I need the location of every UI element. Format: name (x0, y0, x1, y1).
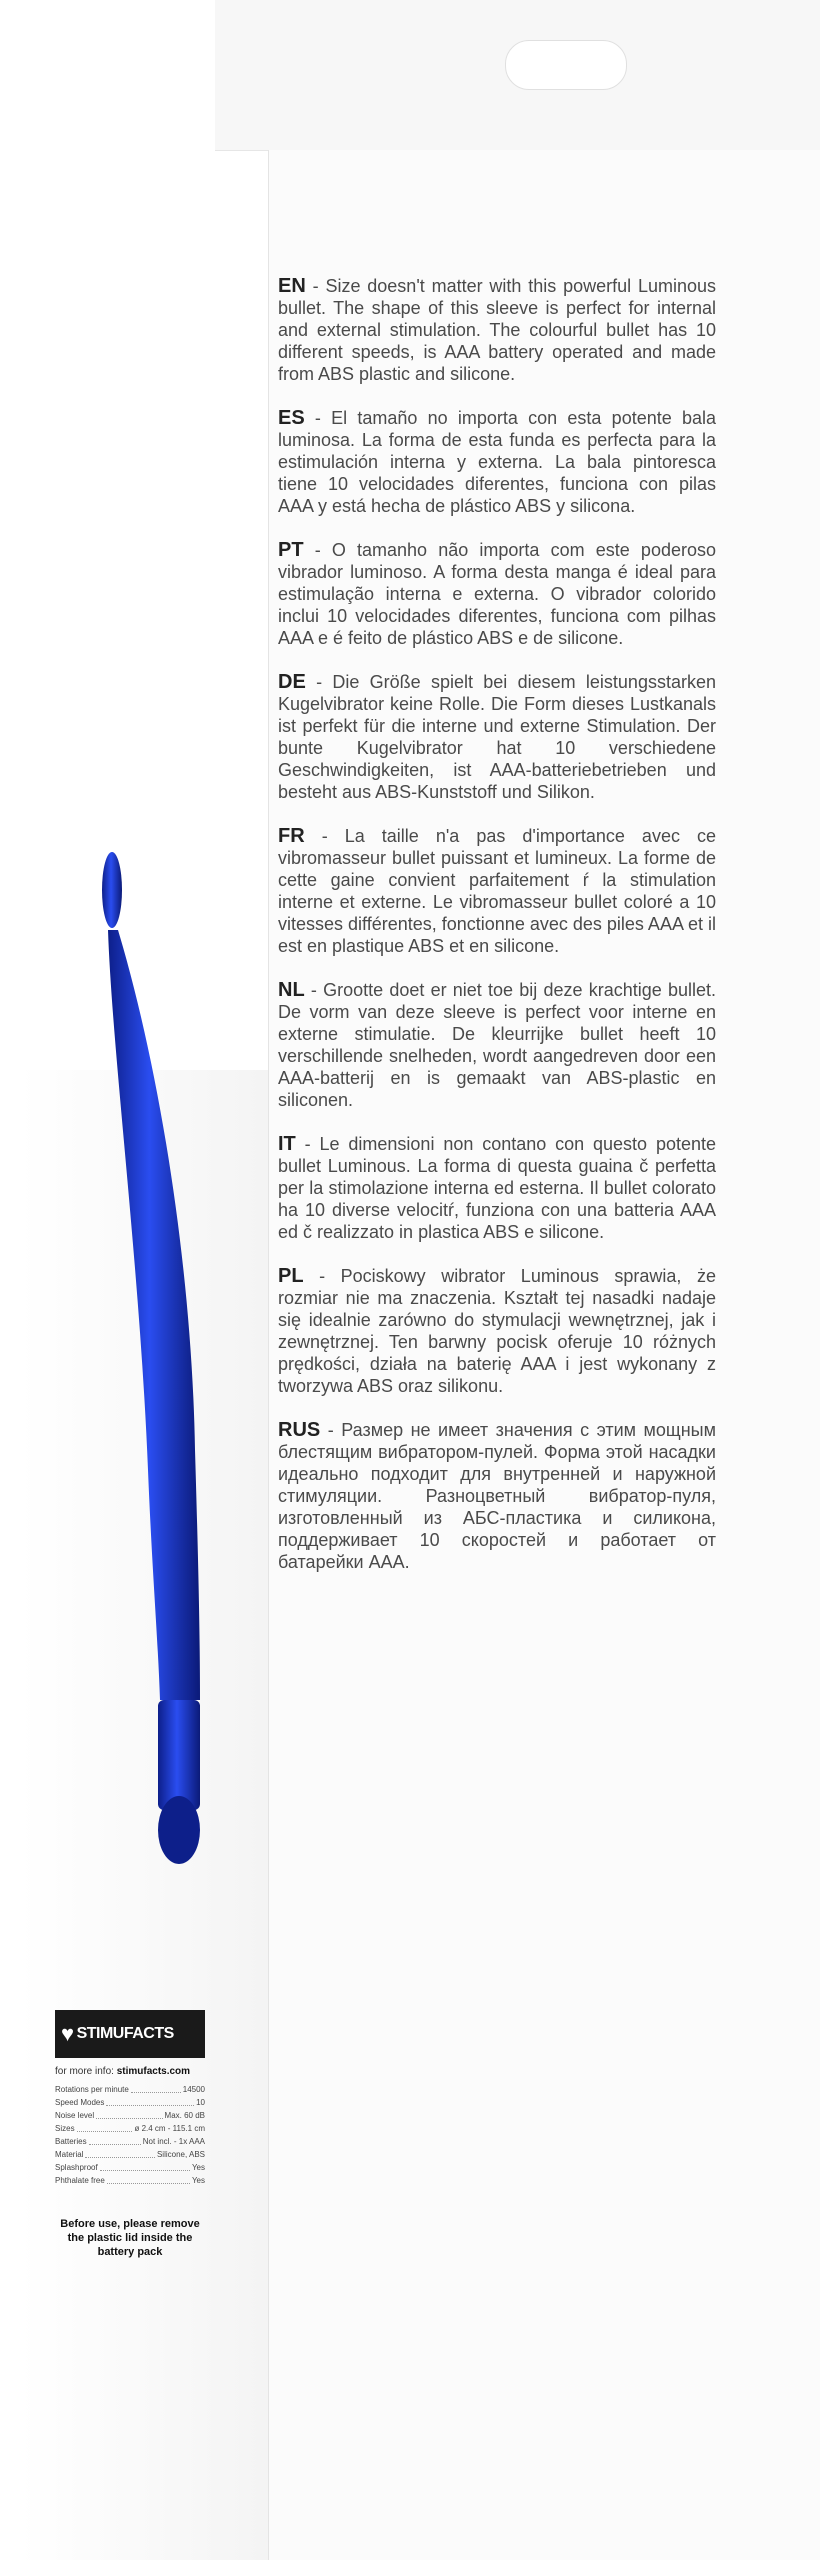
more-info: for more info: stimufacts.com (55, 2066, 191, 2077)
brand-panel (55, 2010, 205, 2460)
heart-icon: ♥ (61, 2021, 74, 2046)
spec-row: Phthalate free Yes (55, 2176, 205, 2185)
spec-row: Batteries Not incl. - 1x AAA (55, 2137, 205, 2146)
description-en: EN - Size doesn't matter with this powerful Luminous bullet. The shape of this sleeve is perfect for internal and external stimulation. The colourful bullet has 10 different speeds, is AAA battery operated and made from ABS plastic and silicone. (278, 275, 716, 384)
description-fr: FR - La taille n'a pas d'importance avec ce vibromasseur bullet puissant et lumineux. La forme de cette gaine convient parfaitement ŕ la stimulation interne et externe. Le vibromasseur bullet coloré a 10 vitesses différentes, fonctionne avec des piles AAA et il est en plastique ABS et en silicone. (278, 825, 716, 956)
stimufacts-logo: ♥ STIMUFACTS (55, 2010, 205, 2058)
spec-row: Splashproof Yes (55, 2163, 205, 2172)
spec-row: Sizes ø 2.4 cm - 115.1 cm (55, 2124, 205, 2133)
description-pl: PL - Pociskowy wibrator Luminous sprawia, że rozmiar nie ma znaczenia. Kształt tej nasadki nadaje się idealnie zarówno do stymulacji wewnętrznej, jak i zewnętrznej. Ten barwny pocisk oferuje 10 różnych prędkości, działa na baterię AAA i jest wykonany z tworzywa ABS oraz silikonu. (278, 1265, 716, 1396)
vibrator-tip (102, 852, 122, 928)
vibrator-base (158, 1796, 200, 1864)
battery-warning: Before use, please remove the plastic lid inside the battery pack (60, 2218, 200, 2258)
vibrator-bullet (158, 1700, 200, 1810)
spec-row: Speed Modes 10 (55, 2098, 205, 2107)
spec-row: Material Silicone, ABS (55, 2150, 205, 2159)
description-rus: RUS - Размер не имеет значения с этим мощным блестящим вибратором-пулей. Форма этой насадки идеально подходит для внутренней и наружной стимуляции. Разноцветный вибратор-пуля, изготовленный из АБС-пластика и силикона, поддерживает 10 скоростей и работает от батарейки ААА. (278, 1419, 716, 1572)
description-it: IT - Le dimensioni non contano con questo potente bullet Luminous. La forma di questa guaina č perfetta per la stimolazione interna ed esterna. Il bullet colorato ha 10 diverse velocitŕ, funziona con una batteria AAA ed č realizzato in plastica ABS e silicone. (278, 1133, 716, 1242)
bullet-vibrator-image (100, 850, 220, 1880)
description-pt: PT - O tamanho não importa com este poderoso vibrador luminoso. A forma desta manga é ideal para estimulação interna e externa. O vibrador colorido inclui 10 velocidades diferentes, funciona com pilhas AAA e é feito de plástico ABS e de silicone. (278, 539, 716, 648)
vibrator-sleeve (108, 930, 200, 1700)
description-de: DE - Die Größe spielt bei diesem leistungsstarken Kugelvibrator keine Rolle. Die Form dieses Lustkanals ist perfekt für die interne und externe Stimulation. Der bunte Kugelvibrator hat 10 verschiedene Geschwindigkeiten, ist AAA-batteriebetrieben und besteht aus ABS-Kunststoff und Silikon. (278, 671, 716, 802)
hang-hole (505, 40, 627, 90)
spec-list (55, 2083, 205, 2187)
description-nl: NL - Grootte doet er niet toe bij deze krachtige bullet. De vorm van deze sleeve is perfect voor interne en externe stimulatie. De kleurrijke bullet heeft 10 verschillende snelheden, wordt aangedreven door een AAA-batterij en is gemaakt van ABS-plastic en siliconen. (278, 979, 716, 1110)
multilingual-descriptions (278, 275, 716, 1595)
description-es: ES - El tamaño no importa con esta potente bala luminosa. La forma de esta funda es perfecta para la estimulación interna y externa. La bala pintoresca tiene 10 velocidades diferentes, funciona con pilas AAA y está hecha de plástico ABS y silicona. (278, 407, 716, 516)
spec-row: Noise level Max. 60 dB (55, 2111, 205, 2120)
top-flap (215, 0, 820, 151)
spec-row: Rotations per minute 14500 (55, 2085, 205, 2094)
